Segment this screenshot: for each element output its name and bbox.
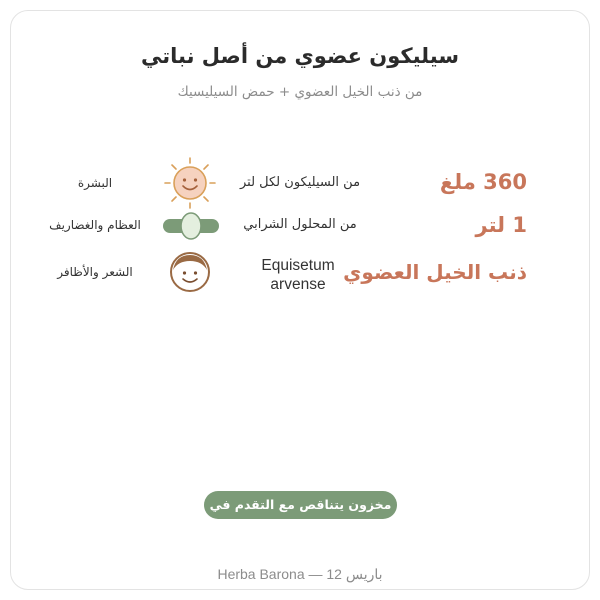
benefit-hair-nails: الشعر والأظافر bbox=[57, 265, 133, 279]
syrup-solution-label: من المحلول الشرابي bbox=[243, 217, 357, 232]
bone-icon bbox=[162, 211, 220, 241]
age-decline-badge: مخزون يتناقص مع التقدم في السن bbox=[204, 491, 397, 519]
silicon-per-liter-label: من السيليكون لكل لتر bbox=[239, 175, 361, 190]
liter-amount: 1 لتر bbox=[475, 213, 527, 237]
latin-name-line2: arvense bbox=[270, 276, 326, 293]
footer-brand: Herba Barona — 12 باريس bbox=[217, 566, 383, 582]
silicon-amount: 360 ملغ bbox=[439, 170, 527, 194]
benefit-bones: العظام والغضاريف bbox=[49, 218, 141, 232]
benefit-skin: البشرة bbox=[77, 176, 113, 190]
latin-name-line1: Equisetum bbox=[261, 257, 335, 274]
page-title: سيليكون عضوي من أصل نباتي bbox=[141, 44, 459, 68]
horsetail-name: ذنب الخيل العضوي bbox=[343, 260, 527, 284]
sun-face-icon bbox=[162, 155, 218, 211]
hair-face-icon bbox=[166, 248, 214, 296]
page-subtitle: من ذنب الخيل العضوي + حمض السيليسيك bbox=[177, 84, 423, 100]
